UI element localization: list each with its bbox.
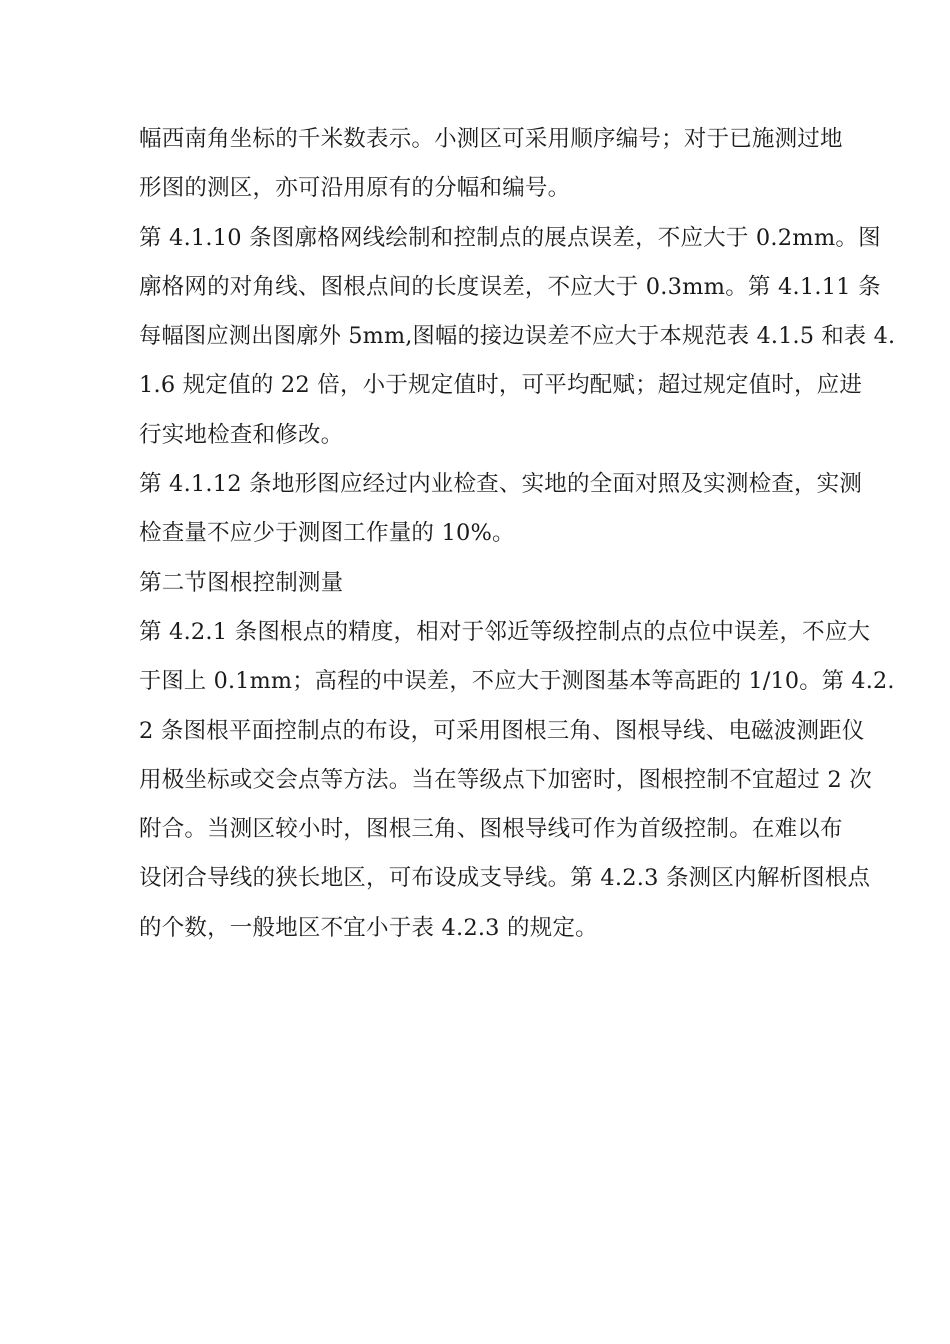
body-text bbox=[139, 115, 899, 953]
text-line: 附合。当测区较小时，图根三角、图根导线可作为首级控制。在难以布 bbox=[139, 816, 843, 843]
text-line: 设闭合导线的狭长地区，可布设成支导线。第 4.2.3 条测区内解析图根点 bbox=[139, 865, 871, 892]
text-line: 行实地检查和修改。 bbox=[139, 421, 344, 448]
text-line: 2 条图根平面控制点的布设，可采用图根三角、图根导线、电磁波测距仪 bbox=[139, 717, 865, 744]
text-line: 第 4.2.1 条图根点的精度，相对于邻近等级控制点的点位中误差，不应大 bbox=[139, 618, 871, 645]
section-heading: 第二节图根控制测量 bbox=[139, 569, 344, 596]
text-line: 廓格网的对角线、图根点间的长度误差，不应大于 0.3mm。第 4.1.11 条 bbox=[139, 273, 881, 300]
text-line: 于图上 0.1mm；高程的中误差，不应大于测图基本等高距的 1/10。第 4.2. bbox=[139, 668, 895, 695]
text-line: 幅西南角坐标的千米数表示。小测区可采用顺序编号；对于已施测过地 bbox=[139, 126, 843, 152]
text-line: 检查量不应少于测图工作量的 10%。 bbox=[139, 520, 515, 547]
text-line: 形图的测区，亦可沿用原有的分幅和编号。 bbox=[139, 175, 571, 202]
text-line: 的个数，一般地区不宜小于表 4.2.3 的规定。 bbox=[139, 914, 598, 941]
text-line: 用极坐标或交会点等方法。当在等级点下加密时，图根控制不宜超过 2 次 bbox=[139, 766, 872, 793]
text-line: 第 4.1.10 条图廓格网线绘制和控制点的展点误差，不应大于 0.2mm。图 bbox=[139, 224, 881, 251]
text-line: 第 4.1.12 条地形图应经过内业检查、实地的全面对照及实测检查，实测 bbox=[139, 471, 863, 498]
text-line: 1.6 规定值的 22 倍，小于规定值时，可平均配赋；超过规定值时，应进 bbox=[139, 372, 863, 399]
text-line: 每幅图应测出图廓外 5mm,图幅的接边误差不应大于本规范表 4.1.5 和表 4. bbox=[139, 323, 896, 350]
